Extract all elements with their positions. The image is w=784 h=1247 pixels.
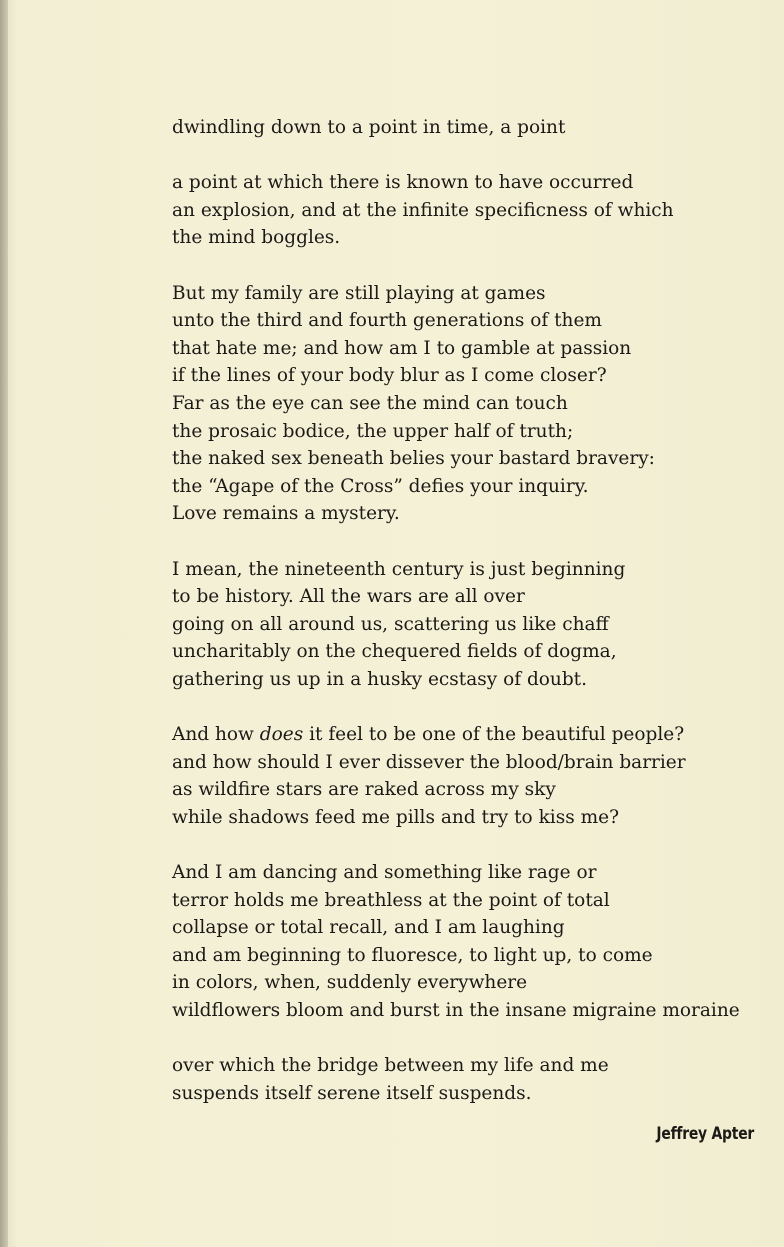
poem-line: and am beginning to fluoresce, to light up, to come (172, 944, 653, 966)
stanza-5 (172, 721, 762, 831)
poem-line: the “Agape of the Cross” defies your inquiry. (172, 475, 589, 497)
poem-line: suspends itself serene itself suspends. (172, 1082, 532, 1104)
poem-line: gathering us up in a husky ecstasy of doubt. (172, 668, 587, 690)
poem-line: dwindling down to a point in time, a point (172, 117, 566, 138)
author-name: Jeffrey Apter (656, 1124, 754, 1144)
poem-body (172, 114, 762, 1135)
poem-line: the mind boggles. (172, 227, 341, 249)
stanza-7 (172, 1052, 762, 1107)
emphasis-after: it feel to be one of the beautiful people? (303, 724, 685, 746)
poem-line-emphasis (172, 721, 762, 749)
poem-line: And I am dancing and something like rage or (172, 862, 597, 884)
poem-line: in colors, when, suddenly everywhere (172, 972, 528, 994)
poem-line: an explosion, and at the infinite specificness of which (172, 199, 674, 221)
stanza-6 (172, 859, 762, 1025)
stanza-2 (172, 169, 762, 252)
poem-line: I mean, the nineteenth century is just beginning (172, 558, 626, 580)
poem-line: while shadows feed me pills and try to kiss me? (172, 806, 619, 828)
poem-line: the prosaic bodice, the upper half of truth; (172, 420, 574, 442)
poem-line: if the lines of your body blur as I come closer? (172, 365, 607, 387)
poem-line: Love remains a mystery. (172, 503, 400, 525)
stanza-4 (172, 556, 762, 694)
poem-line: terror holds me breathless at the point of total (172, 889, 610, 911)
poem-line: But my family are still playing at games (172, 282, 546, 304)
poem-line: as wildfire stars are raked across my sky (172, 779, 556, 801)
poem-line: the naked sex beneath belies your bastard bravery: (172, 448, 655, 470)
poem-line: going on all around us, scattering us like chaff (172, 613, 609, 635)
poem-line: a point at which there is known to have occurred (172, 172, 634, 194)
poem-line: Far as the eye can see the mind can touch (172, 392, 568, 414)
poem-line: that hate me; and how am I to gamble at passion (172, 337, 632, 359)
poem-line: and how should I ever dissever the blood/brain barrier (172, 751, 686, 773)
poem-line: unto the third and fourth generations of them (172, 310, 602, 332)
poem-line: over which the bridge between my life and me (172, 1055, 609, 1077)
poem-line: to be history. All the wars are all over (172, 586, 525, 608)
emphasis-before: And how (172, 724, 260, 746)
poem-line: uncharitably on the chequered fields of dogma, (172, 641, 617, 663)
stanza-3 (172, 280, 762, 528)
stanza-1 (172, 114, 762, 142)
page-gutter (0, 0, 8, 1247)
poem-line: collapse or total recall, and I am laughing (172, 917, 565, 939)
poem-line: wildflowers bloom and burst in the insane migraine moraine (172, 1000, 740, 1021)
emphasis-word: does (259, 724, 304, 746)
